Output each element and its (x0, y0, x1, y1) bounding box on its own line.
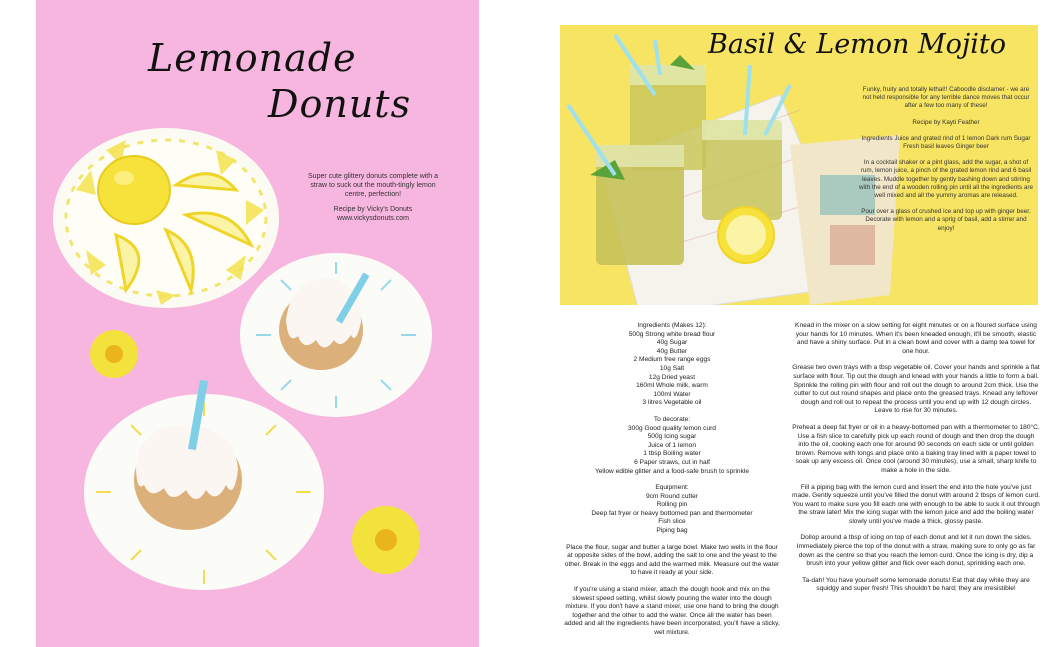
method-paragraph: Fill a piping bag with the lemon curd and insert the end into the hole you've just made. Gently squeeze until you've filled the donut with around 2 tbsps of lemon curd. You want to make sure you fill each one with enough to be able to suck it out through the straw later! Mix the icing sugar with the lemon juice and add the boiling water slowly until you've made a thick, glossy paste. (792, 483, 1040, 525)
mojito-intro: Funky, fruity and totally lethal!! Caboodle disclamer - we are not held responsible for any terrible dance moves that occur after a few too many of these! (862, 86, 1030, 110)
page-title-line2: Donuts (268, 82, 412, 126)
method-paragraph: If you're using a stand mixer, attach the dough hook and mix on the slowest speed setting, whilst slowly pouring the water into the dough mixture. If you don't have a stand mixer, use one hand to bring the dough together and the other to add the water. Once all the water has been added and all the ingredients have been incorporated, you'll have a sticky, wet mixture. (564, 586, 780, 636)
decorate-item: Yellow edible glitter and a food-safe brush to sprinkle (594, 467, 750, 475)
equipment-item: Rolling pin (656, 501, 688, 509)
mojito-credit: Recipe by Kayti Feather (912, 118, 980, 126)
whole-lemon (98, 156, 170, 224)
mojito-text (858, 86, 1034, 241)
equipment-item: Fish slice (658, 518, 686, 526)
ingredient: 10g Salt (659, 364, 685, 372)
recipe-column-left (563, 322, 781, 646)
decorate-item: 300g Good quality lemon curd (628, 424, 716, 432)
mojito-method-2: Pour over a glass of crushed ice and top up with ginger beer. Decorate with lemon and a sprig of basil, add a stirrer and enjoy! (861, 208, 1031, 232)
decorate-item: 1 tbsp Boiling water (643, 450, 701, 458)
equipment-list (563, 484, 781, 536)
ingredient: 12g Dried yeast (648, 373, 696, 381)
equipment-item: 9cm Round cutter (645, 492, 699, 500)
method-paragraph: Preheat a deep fat fryer or oil in a heavy-bottomed pan with a thermometer to 180°C. Use a fish slice to carefully pick up each round of dough and then drop the dough into the oil, cooking each one for around 90 seconds on each side or until golden brown. Remove with tongs and place onto a baking tray lined with a paper towel to soak up any excess oil. Once cool (around 30 minutes), use a small, sharp knife to make a hole in the side. (792, 423, 1040, 474)
glass-3 (590, 145, 684, 265)
glass-2 (702, 120, 782, 220)
decorate-heading: To decorate: (653, 415, 691, 423)
method-paragraph: Knead in the mixer on a slow setting for eight minutes or on a floured surface using your hands for 10 minutes. When it's been kneaded enough, it'll be smooth, elastic and have a shiny surface. Put in a clean bowl and cover with a damp tea towel for one hour. (795, 322, 1037, 355)
decorate-list (563, 416, 781, 476)
intro-text: Super cute glittery donuts complete with a straw to suck out the mouth-tingly lemon centre, perfection! (308, 173, 438, 198)
decorate-item: 500g Icing sugar (647, 433, 697, 441)
mojito-ingredient: Ginger beer (955, 143, 989, 151)
left-page (36, 0, 479, 647)
mojito-ingredient: Sugar (1013, 134, 1031, 142)
ingredient: 3 litres Vegetable oil (642, 399, 702, 407)
ingredient: 40g Butter (656, 347, 688, 355)
mojito-ingredient: Dark rum (986, 134, 1012, 142)
recipe-column-right (792, 322, 1040, 602)
ingredient: 2 Medium free range eggs (633, 356, 711, 364)
mojito-method-1: In a cocktail shaker or a pint glass, add the sugar, a shot of rum, lemon juice, a pinch of the grated lemon rind and 6 basil leaves. Muddle together by gently bashing down and stirring with the end of a wooden rolling pin until all the ingredients are well mixed and all the yummy aromas are released. (859, 159, 1033, 200)
equipment-item: Deep fat fryer or heavy bottomed pan and thermometer (591, 509, 753, 517)
credit-line1: Recipe by Vicky's Donuts (333, 206, 413, 213)
method-paragraph: Ta-dah! You have yourself some lemonade donuts! Eat that day while they are squidgy and super fresh! This shouldn't be hard; they are irresistible! (802, 576, 1030, 593)
donut-photo (36, 0, 479, 647)
page-title-line1: Lemonade (148, 36, 357, 80)
decorate-item: 6 Paper straws, cut in half (634, 458, 710, 466)
mojito-ingredients-heading: Ingredients (861, 134, 893, 142)
method-paragraph: Grease two oven trays with a tbsp vegetable oil. Cover your hands and sprinkle a flat surface with flour. Tip out the dough and knead with your hands a little to form a ball. Sprinkle the rolling pin with flour and roll out the dough to around 2cm thick. Use the cutter to cut out round shapes and place onto the greased trays. Knead any leftover dough and roll out to repeat the process until you end up with 12 dough circles. Leave to rise for 30 minutes. (792, 364, 1040, 415)
mojito-ingredient: Juice and grated rind of 1 lemon (894, 134, 985, 142)
ingredients-list (563, 322, 781, 408)
mojito-ingredients (858, 135, 1034, 151)
mojito-title: Basil & Lemon Mojito (708, 29, 1007, 60)
donut-intro (306, 172, 440, 223)
ingredients-heading: Ingredients (Makes 12): (637, 322, 707, 329)
ingredient: 500g Strong white bread flour (628, 330, 716, 338)
ingredient: 100ml Water (653, 390, 691, 398)
credit-line2: www.vickysdonuts.com (337, 215, 409, 222)
equipment-heading: Equipment: (655, 484, 689, 492)
method-paragraph: Place the flour, sugar and butter a large bowl. Make two wells in the flour at opposite sides of the bowl, adding the salt to one and the yeast to the other. Break in the eggs and add the warmed milk. Measure out the water to have it ready at your side. (564, 543, 780, 577)
ingredient: 40g Sugar (656, 339, 688, 347)
decorate-item: Juice of 1 lemon (647, 441, 696, 449)
flower-1 (90, 330, 138, 378)
ingredient: 160ml Whole milk, warm (636, 382, 708, 390)
flower-2 (352, 506, 420, 574)
mojito-ingredient: Fresh basil leaves (903, 143, 954, 151)
method-paragraph: Dollop around a tbsp of icing on top of each donut and let it run down the sides. Immediately pierce the top of the donut with a straw, making sure to only go as far down as the centre so that you reach the lemon curd. Once the icing is dry, dip a brush into your yellow glitter and flick over each donut, sprinkling each one. (796, 534, 1036, 568)
equipment-item: Piping bag (656, 527, 688, 535)
